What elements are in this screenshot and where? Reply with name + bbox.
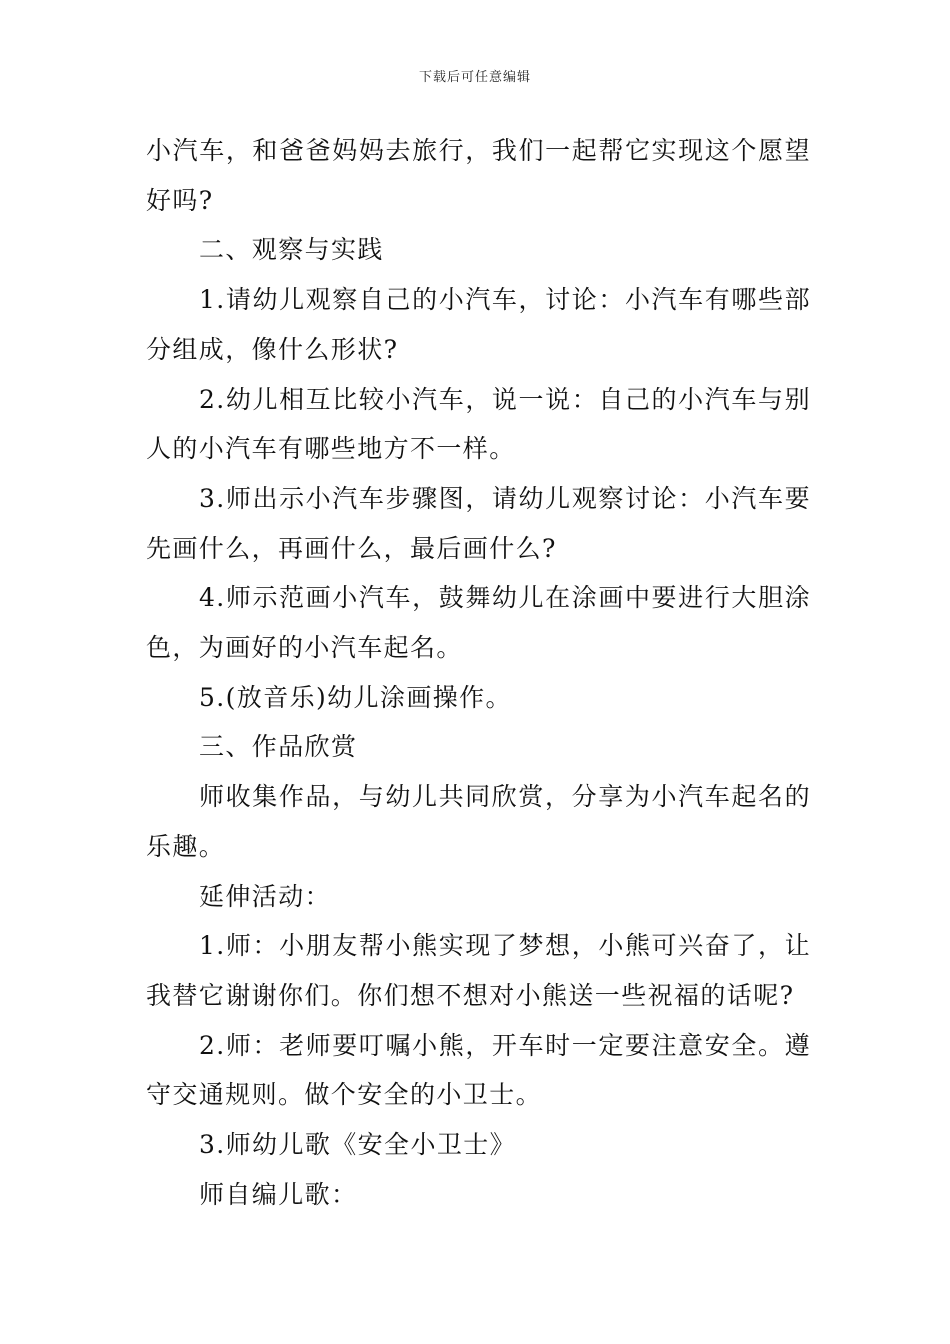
section-heading: 二、观察与实践 — [199, 235, 384, 265]
paragraph: 师收集作品，与幼儿共同欣赏，分享为小汽车起名的乐趣。 — [146, 782, 811, 861]
paragraph: 1.师：小朋友帮小熊实现了梦想，小熊可兴奋了，让我替它谢谢你们。你们想不想对小熊送一些祝福的话呢? — [146, 931, 811, 1010]
paragraph: 3.师幼儿歌《安全小卫士》 — [199, 1130, 517, 1160]
page-header-note: 下载后可任意编辑 — [418, 70, 531, 85]
document-body — [146, 126, 811, 1219]
paragraph: 小汽车，和爸爸妈妈去旅行，我们一起帮它实现这个愿望好吗? — [146, 136, 811, 215]
paragraph: 2.幼儿相互比较小汽车，说一说：自己的小汽车与别人的小汽车有哪些地方不一样。 — [146, 384, 811, 464]
paragraph: 2.师：老师要叮嘱小熊，开车时一定要注意安全。遵守交通规则。做个安全的小卫士。 — [146, 1030, 811, 1110]
paragraph: 5.(放音乐)幼儿涂画操作。 — [199, 682, 512, 712]
paragraph: 1.请幼儿观察自己的小汽车，讨论：小汽车有哪些部分组成，像什么形状? — [146, 285, 811, 364]
section-heading: 延伸活动： — [199, 881, 332, 911]
section-heading: 三、作品欣赏 — [199, 732, 358, 762]
paragraph: 3.师出示小汽车步骤图，请幼儿观察讨论：小汽车要先画什么，再画什么，最后画什么? — [146, 483, 811, 563]
paragraph: 师自编儿歌： — [199, 1179, 358, 1209]
paragraph: 4.师示范画小汽车，鼓舞幼儿在涂画中要进行大胆涂色，为画好的小汽车起名。 — [146, 583, 811, 663]
